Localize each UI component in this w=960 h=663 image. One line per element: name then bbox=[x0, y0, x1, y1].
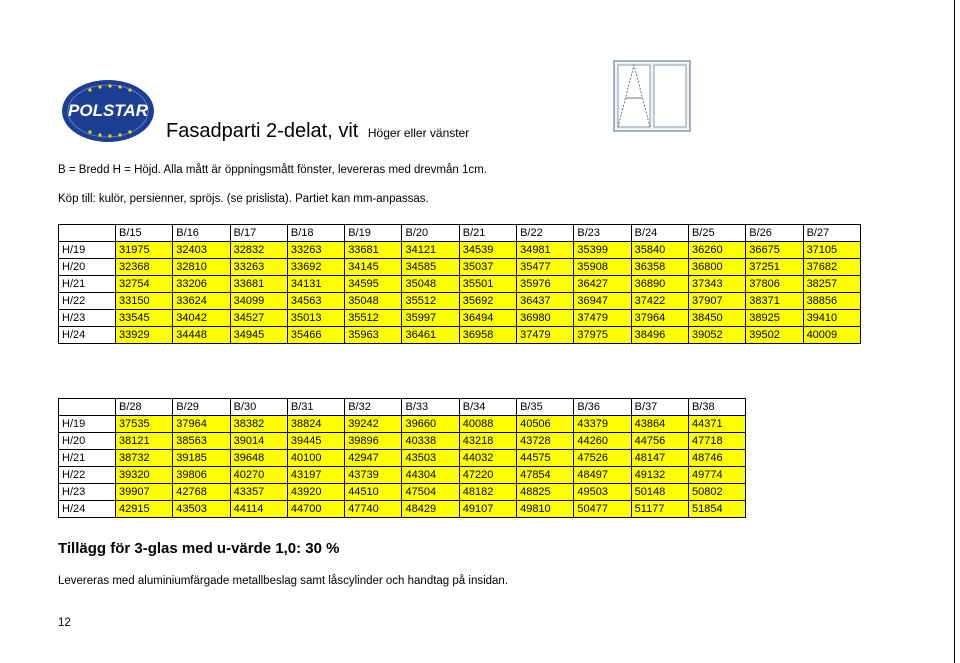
table-row bbox=[59, 416, 746, 433]
price-table-1 bbox=[58, 224, 861, 344]
row-header: H/20 bbox=[59, 433, 116, 450]
price-cell: 34099 bbox=[230, 293, 287, 310]
row-header: H/24 bbox=[59, 501, 116, 518]
price-cell: 38824 bbox=[287, 416, 344, 433]
row-header: H/22 bbox=[59, 293, 116, 310]
price-cell: 33681 bbox=[230, 276, 287, 293]
price-cell: 47220 bbox=[459, 467, 516, 484]
table-row bbox=[59, 310, 861, 327]
price-cell: 32810 bbox=[173, 259, 230, 276]
price-cell: 47740 bbox=[345, 501, 402, 518]
price-cell: 50148 bbox=[631, 484, 688, 501]
price-cell: 34585 bbox=[402, 259, 459, 276]
header-row bbox=[59, 399, 746, 416]
row-header: H/23 bbox=[59, 310, 116, 327]
price-cell: 33681 bbox=[345, 242, 402, 259]
column-header: B/30 bbox=[230, 399, 287, 416]
row-header: H/19 bbox=[59, 242, 116, 259]
corner-cell bbox=[59, 399, 116, 416]
price-cell: 49503 bbox=[574, 484, 631, 501]
price-cell: 33692 bbox=[287, 259, 344, 276]
price-cell: 39014 bbox=[230, 433, 287, 450]
price-cell: 51177 bbox=[631, 501, 688, 518]
price-cell: 44260 bbox=[574, 433, 631, 450]
column-header: B/17 bbox=[230, 225, 287, 242]
price-cell: 44510 bbox=[345, 484, 402, 501]
triple-glass-addon: Tillägg för 3-glas med u-värde 1,0: 30 % bbox=[58, 540, 340, 557]
price-cell: 36947 bbox=[574, 293, 631, 310]
price-cell: 34145 bbox=[345, 259, 402, 276]
price-cell: 35466 bbox=[287, 327, 344, 344]
price-cell: 36437 bbox=[517, 293, 574, 310]
price-cell: 49107 bbox=[459, 501, 516, 518]
row-header: H/23 bbox=[59, 484, 116, 501]
price-cell: 39660 bbox=[402, 416, 459, 433]
price-cell: 35037 bbox=[459, 259, 516, 276]
column-header: B/22 bbox=[517, 225, 574, 242]
price-cell: 48825 bbox=[517, 484, 574, 501]
column-header: B/23 bbox=[574, 225, 631, 242]
price-cell: 47526 bbox=[574, 450, 631, 467]
price-cell: 37682 bbox=[803, 259, 860, 276]
row-header: H/19 bbox=[59, 416, 116, 433]
price-cell: 43739 bbox=[345, 467, 402, 484]
table-row bbox=[59, 293, 861, 310]
price-cell: 48497 bbox=[574, 467, 631, 484]
price-cell: 35840 bbox=[631, 242, 688, 259]
price-cell: 44575 bbox=[517, 450, 574, 467]
column-header: B/36 bbox=[574, 399, 631, 416]
price-cell: 39052 bbox=[688, 327, 745, 344]
price-cell: 43728 bbox=[517, 433, 574, 450]
price-cell: 34945 bbox=[230, 327, 287, 344]
row-header: H/24 bbox=[59, 327, 116, 344]
price-cell: 40338 bbox=[402, 433, 459, 450]
price-cell: 35512 bbox=[402, 293, 459, 310]
price-cell: 47718 bbox=[688, 433, 745, 450]
table-row bbox=[59, 259, 861, 276]
column-header: B/20 bbox=[402, 225, 459, 242]
price-cell: 33206 bbox=[173, 276, 230, 293]
price-cell: 36980 bbox=[517, 310, 574, 327]
column-header: B/33 bbox=[402, 399, 459, 416]
price-cell: 34042 bbox=[173, 310, 230, 327]
price-cell: 37343 bbox=[688, 276, 745, 293]
table-row bbox=[59, 276, 861, 293]
price-cell: 34539 bbox=[459, 242, 516, 259]
price-cell: 37907 bbox=[688, 293, 745, 310]
page-border bbox=[954, 0, 955, 663]
price-cell: 33545 bbox=[116, 310, 173, 327]
price-cell: 42947 bbox=[345, 450, 402, 467]
page-title bbox=[166, 120, 469, 143]
price-cell: 40009 bbox=[803, 327, 860, 344]
price-cell: 39410 bbox=[803, 310, 860, 327]
price-cell: 38257 bbox=[803, 276, 860, 293]
price-cell: 35013 bbox=[287, 310, 344, 327]
price-cell: 43920 bbox=[287, 484, 344, 501]
price-cell: 35692 bbox=[459, 293, 516, 310]
price-cell: 42915 bbox=[116, 501, 173, 518]
price-cell: 38856 bbox=[803, 293, 860, 310]
column-header: B/26 bbox=[746, 225, 803, 242]
delivery-note: Levereras med aluminiumfärgade metallbeslag samt låscylinder och handtag på insidan. bbox=[58, 575, 509, 587]
price-cell: 36890 bbox=[631, 276, 688, 293]
price-cell: 43197 bbox=[287, 467, 344, 484]
price-cell: 47854 bbox=[517, 467, 574, 484]
price-cell: 36358 bbox=[631, 259, 688, 276]
price-cell: 35908 bbox=[574, 259, 631, 276]
price-cell: 34595 bbox=[345, 276, 402, 293]
price-cell: 33150 bbox=[116, 293, 173, 310]
price-cell: 32832 bbox=[230, 242, 287, 259]
price-cell: 44032 bbox=[459, 450, 516, 467]
price-cell: 35048 bbox=[402, 276, 459, 293]
price-cell: 37964 bbox=[631, 310, 688, 327]
price-cell: 40270 bbox=[230, 467, 287, 484]
price-cell: 37105 bbox=[803, 242, 860, 259]
window-illustration bbox=[613, 60, 691, 132]
price-cell: 35997 bbox=[402, 310, 459, 327]
price-cell: 34131 bbox=[287, 276, 344, 293]
price-cell: 48182 bbox=[459, 484, 516, 501]
price-cell: 44371 bbox=[688, 416, 745, 433]
price-cell: 31975 bbox=[116, 242, 173, 259]
row-header: H/20 bbox=[59, 259, 116, 276]
price-cell: 42768 bbox=[173, 484, 230, 501]
price-cell: 43503 bbox=[402, 450, 459, 467]
column-header: B/27 bbox=[803, 225, 860, 242]
price-cell: 35963 bbox=[345, 327, 402, 344]
price-cell: 34121 bbox=[402, 242, 459, 259]
price-cell: 44304 bbox=[402, 467, 459, 484]
price-cell: 39320 bbox=[116, 467, 173, 484]
table-row bbox=[59, 501, 746, 518]
price-cell: 40506 bbox=[517, 416, 574, 433]
price-cell: 32368 bbox=[116, 259, 173, 276]
price-cell: 36461 bbox=[402, 327, 459, 344]
price-cell: 37479 bbox=[574, 310, 631, 327]
price-cell: 43357 bbox=[230, 484, 287, 501]
price-cell: 33929 bbox=[116, 327, 173, 344]
table-row bbox=[59, 327, 861, 344]
column-header: B/31 bbox=[287, 399, 344, 416]
price-cell: 35048 bbox=[345, 293, 402, 310]
column-header: B/21 bbox=[459, 225, 516, 242]
price-cell: 36260 bbox=[688, 242, 745, 259]
price-cell: 36494 bbox=[459, 310, 516, 327]
price-cell: 43503 bbox=[173, 501, 230, 518]
column-header: B/16 bbox=[173, 225, 230, 242]
price-cell: 35477 bbox=[517, 259, 574, 276]
price-cell: 44114 bbox=[230, 501, 287, 518]
column-header: B/25 bbox=[688, 225, 745, 242]
price-cell: 37479 bbox=[517, 327, 574, 344]
price-cell: 37422 bbox=[631, 293, 688, 310]
price-cell: 33263 bbox=[287, 242, 344, 259]
price-cell: 34527 bbox=[230, 310, 287, 327]
row-header: H/21 bbox=[59, 276, 116, 293]
title-sub: Höger eller vänster bbox=[367, 126, 470, 140]
price-cell: 35512 bbox=[345, 310, 402, 327]
svg-text:POLSTAR: POLSTAR bbox=[68, 101, 148, 120]
corner-cell bbox=[59, 225, 116, 242]
price-cell: 49132 bbox=[631, 467, 688, 484]
price-cell: 50477 bbox=[574, 501, 631, 518]
price-cell: 36675 bbox=[746, 242, 803, 259]
price-cell: 33624 bbox=[173, 293, 230, 310]
price-cell: 35976 bbox=[517, 276, 574, 293]
price-cell: 39242 bbox=[345, 416, 402, 433]
column-header: B/38 bbox=[688, 399, 745, 416]
price-cell: 39502 bbox=[746, 327, 803, 344]
price-cell: 35399 bbox=[574, 242, 631, 259]
price-cell: 40088 bbox=[459, 416, 516, 433]
page-number: 12 bbox=[58, 617, 71, 629]
column-header: B/35 bbox=[517, 399, 574, 416]
price-cell: 50802 bbox=[688, 484, 745, 501]
header-row bbox=[59, 225, 861, 242]
price-cell: 40100 bbox=[287, 450, 344, 467]
price-cell: 37535 bbox=[116, 416, 173, 433]
table-row bbox=[59, 433, 746, 450]
price-cell: 38496 bbox=[631, 327, 688, 344]
price-cell: 39445 bbox=[287, 433, 344, 450]
price-cell: 38450 bbox=[688, 310, 745, 327]
column-header: B/29 bbox=[173, 399, 230, 416]
price-cell: 38382 bbox=[230, 416, 287, 433]
price-cell: 36427 bbox=[574, 276, 631, 293]
price-cell: 48429 bbox=[402, 501, 459, 518]
price-cell: 37975 bbox=[574, 327, 631, 344]
price-cell: 43218 bbox=[459, 433, 516, 450]
price-cell: 34448 bbox=[173, 327, 230, 344]
price-cell: 34563 bbox=[287, 293, 344, 310]
table-row bbox=[59, 242, 861, 259]
price-cell: 47504 bbox=[402, 484, 459, 501]
row-header: H/21 bbox=[59, 450, 116, 467]
price-cell: 32754 bbox=[116, 276, 173, 293]
price-cell: 33263 bbox=[230, 259, 287, 276]
price-cell: 39806 bbox=[173, 467, 230, 484]
price-cell: 38925 bbox=[746, 310, 803, 327]
price-cell: 38732 bbox=[116, 450, 173, 467]
price-cell: 36800 bbox=[688, 259, 745, 276]
column-header: B/19 bbox=[345, 225, 402, 242]
price-cell: 38563 bbox=[173, 433, 230, 450]
price-cell: 51854 bbox=[688, 501, 745, 518]
table-row bbox=[59, 484, 746, 501]
polstar-logo bbox=[60, 78, 156, 144]
extras-note: Köp till: kulör, persienner, spröjs. (se prislista). Partiet kan mm-anpassas. bbox=[58, 193, 429, 205]
table-row bbox=[59, 450, 746, 467]
price-cell: 37806 bbox=[746, 276, 803, 293]
price-cell: 39896 bbox=[345, 433, 402, 450]
column-header: B/18 bbox=[287, 225, 344, 242]
column-header: B/34 bbox=[459, 399, 516, 416]
price-table-2 bbox=[58, 398, 746, 518]
price-cell: 44756 bbox=[631, 433, 688, 450]
price-cell: 49774 bbox=[688, 467, 745, 484]
price-cell: 43864 bbox=[631, 416, 688, 433]
title-main: Fasadparti 2-delat, vit bbox=[166, 120, 359, 142]
column-header: B/28 bbox=[116, 399, 173, 416]
table-row bbox=[59, 467, 746, 484]
price-cell: 39185 bbox=[173, 450, 230, 467]
price-cell: 48746 bbox=[688, 450, 745, 467]
price-cell: 44700 bbox=[287, 501, 344, 518]
price-cell: 37251 bbox=[746, 259, 803, 276]
dimensions-note: B = Bredd H = Höjd. Alla mått är öppningsmått fönster, levereras med drevmån 1cm. bbox=[58, 164, 487, 176]
price-cell: 38121 bbox=[116, 433, 173, 450]
price-cell: 38371 bbox=[746, 293, 803, 310]
column-header: B/32 bbox=[345, 399, 402, 416]
column-header: B/15 bbox=[116, 225, 173, 242]
price-cell: 39648 bbox=[230, 450, 287, 467]
price-cell: 34981 bbox=[517, 242, 574, 259]
price-cell: 32403 bbox=[173, 242, 230, 259]
price-cell: 39907 bbox=[116, 484, 173, 501]
price-cell: 48147 bbox=[631, 450, 688, 467]
price-cell: 37964 bbox=[173, 416, 230, 433]
price-cell: 49810 bbox=[517, 501, 574, 518]
column-header: B/37 bbox=[631, 399, 688, 416]
price-cell: 35501 bbox=[459, 276, 516, 293]
price-cell: 36958 bbox=[459, 327, 516, 344]
price-cell: 43379 bbox=[574, 416, 631, 433]
row-header: H/22 bbox=[59, 467, 116, 484]
column-header: B/24 bbox=[631, 225, 688, 242]
